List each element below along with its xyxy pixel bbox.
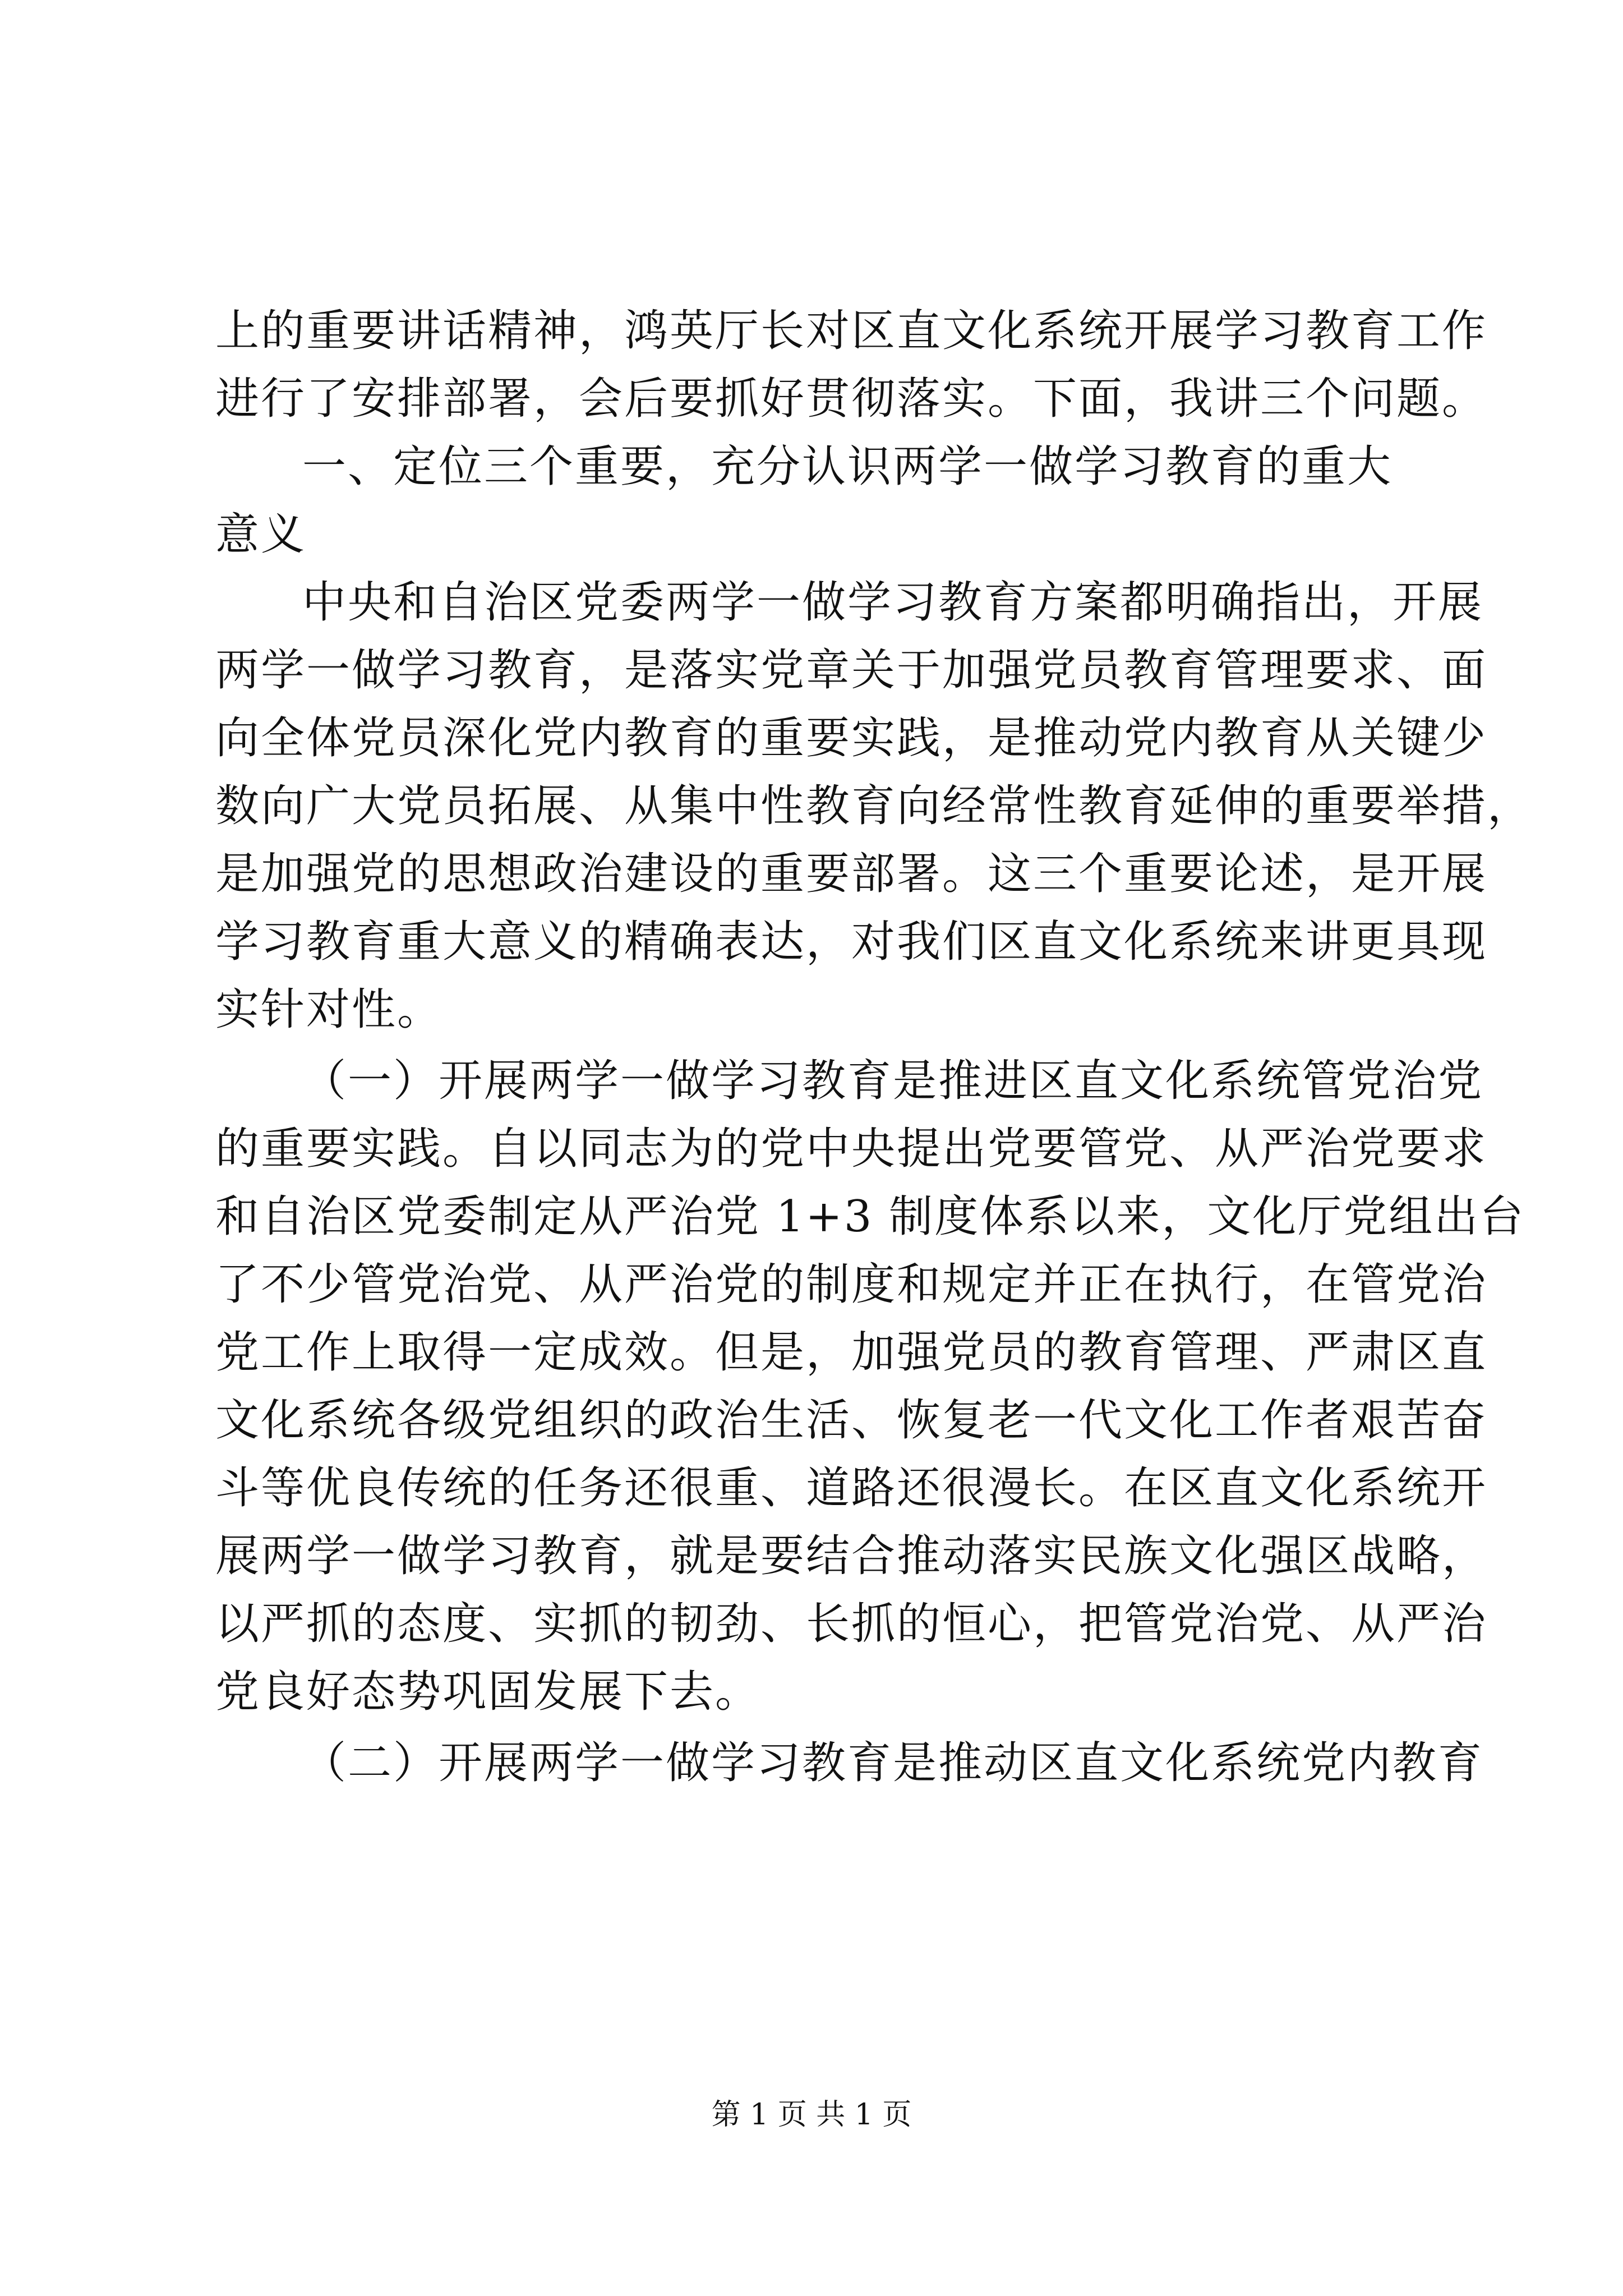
paragraph-point-one [215,1047,1525,1726]
text-line: 党良好态势巩固发展下去。 [215,1667,761,1717]
section-heading: 一、定位三个重要，充分认识两学一做学习教育的重大意义 [215,441,1393,560]
text-line: （二）开展两学一做学习教育是推动区直文化系统党内教育 [302,1738,1484,1788]
text-line: 两学一做学习教育，是落实党章关于加强党员教育管理要求、面 [215,645,1488,696]
text-line: （一）开展两学一做学习教育是推进区直文化系统管党治党 [302,1056,1484,1106]
text-line: 展两学一做学习教育，就是要结合推动落实民族文化强区战略， [215,1531,1488,1581]
text-line: 学习教育重大意义的精确表达，对我们区直文化系统来讲更具现 [215,917,1488,967]
text-line: 进行了安排部署，会后要抓好贯彻落实。下面，我讲三个问题。 [215,374,1488,424]
intro-paragraph [215,297,1488,433]
text-line: 以严抓的态度、实抓的韧劲、长抓的恒心，把管党治党、从严治 [215,1599,1488,1649]
text-line: 和自治区党委制定从严治党 1+3 制度体系以来，文化厅党组出台 [215,1191,1525,1242]
text-line: 的重要实践。自以同志为的党中央提出党要管党、从严治党要求 [215,1124,1488,1174]
text-line: 党工作上取得一定成效。但是，加强党员的教育管理、严肃区直 [215,1327,1488,1378]
text-line: 上的重要讲话精神，鸿英厅长对区直文化系统开展学习教育工作 [215,306,1488,356]
text-line: 斗等优良传统的任务还很重、道路还很漫长。在区直文化系统开 [215,1463,1488,1513]
text-line: 向全体党员深化党内教育的重要实践，是推动党内教育从关键少 [215,713,1488,763]
text-line: 了不少管党治党、从严治党的制度和规定并正在执行，在管党治 [215,1259,1488,1310]
text-line: 实针对性。 [215,984,443,1035]
text-line: 文化系统各级党组织的政治生活、恢复老一代文化工作者艰苦奋 [215,1395,1488,1446]
text-line: 数向广大党员拓展、从集中性教育向经常性教育延伸的重要举措， [215,781,1533,831]
text-line: 是加强党的思想政治建设的重要部署。这三个重要论述，是开展 [215,849,1488,899]
paragraph-point-two [215,1729,1484,1797]
document-body [215,297,1533,1797]
paragraph-significance [215,569,1533,1044]
text-line: 中央和自治区党委两学一做学习教育方案都明确指出，开展 [302,577,1484,628]
page-number-footer: 第 1 页 共 1 页 [711,2098,912,2132]
